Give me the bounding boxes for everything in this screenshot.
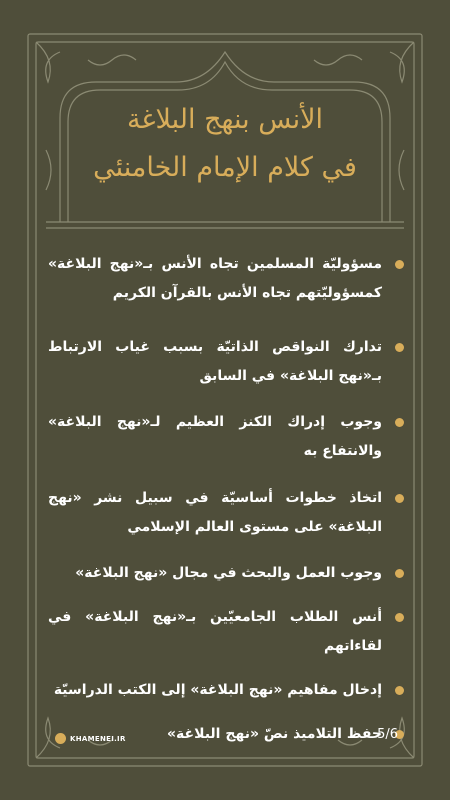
title-line-1: الأنس بنهج البلاغة [126, 104, 324, 135]
list-item-text: إدخال مفاهيم «نهج البلاغة» إلى الكتب الدراسيّة [53, 682, 382, 698]
list-item-text: حفظ التلاميذ نصّ «نهج البلاغة» [166, 726, 382, 742]
bullet-icon [395, 613, 404, 622]
bullet-icon [395, 343, 404, 352]
list-item [48, 333, 404, 391]
page-title [60, 96, 390, 192]
list-item [48, 676, 404, 705]
list-item-text: اتخاذ خطوات أساسيّة في سبيل نشر «نهج البلاغة» على مستوى العالم الإسلامي [48, 490, 382, 535]
page-indicator: 5/6 [377, 727, 398, 742]
logo-text: KHAMENEI.IR [70, 734, 126, 743]
title-line-2: في كلام الإمام الخامنئي [93, 152, 357, 183]
list-item [48, 408, 404, 466]
list-item [48, 250, 404, 308]
bullet-icon [395, 569, 404, 578]
points-list [48, 250, 404, 749]
list-item-text: مسؤوليّة المسلمين تجاه الأنس بـ«نهج البلاغة» كمسؤوليّتهم تجاه الأنس بالقرآن الكريم [48, 256, 382, 301]
list-item-text: وجوب العمل والبحث في مجال «نهج البلاغة» [75, 565, 382, 581]
list-item-text: وجوب إدراك الكنز العظيم لـ«نهج البلاغة» والانتفاع به [48, 414, 382, 459]
list-item [48, 559, 404, 588]
list-item-text: تدارك النواقص الذاتيّة بسبب غياب الارتباط بـ«نهج البلاغة» في السابق [48, 339, 382, 384]
list-item-text: أنس الطلاب الجامعيّين بـ«نهج البلاغة» في لقاءاتهم [48, 609, 382, 654]
bullet-icon [395, 494, 404, 503]
khamenei-logo-icon [55, 733, 66, 744]
bullet-icon [395, 686, 404, 695]
bullet-icon [395, 418, 404, 427]
list-item [48, 603, 404, 661]
list-item [48, 484, 404, 542]
site-logo[interactable] [55, 733, 126, 744]
bullet-icon [395, 260, 404, 269]
